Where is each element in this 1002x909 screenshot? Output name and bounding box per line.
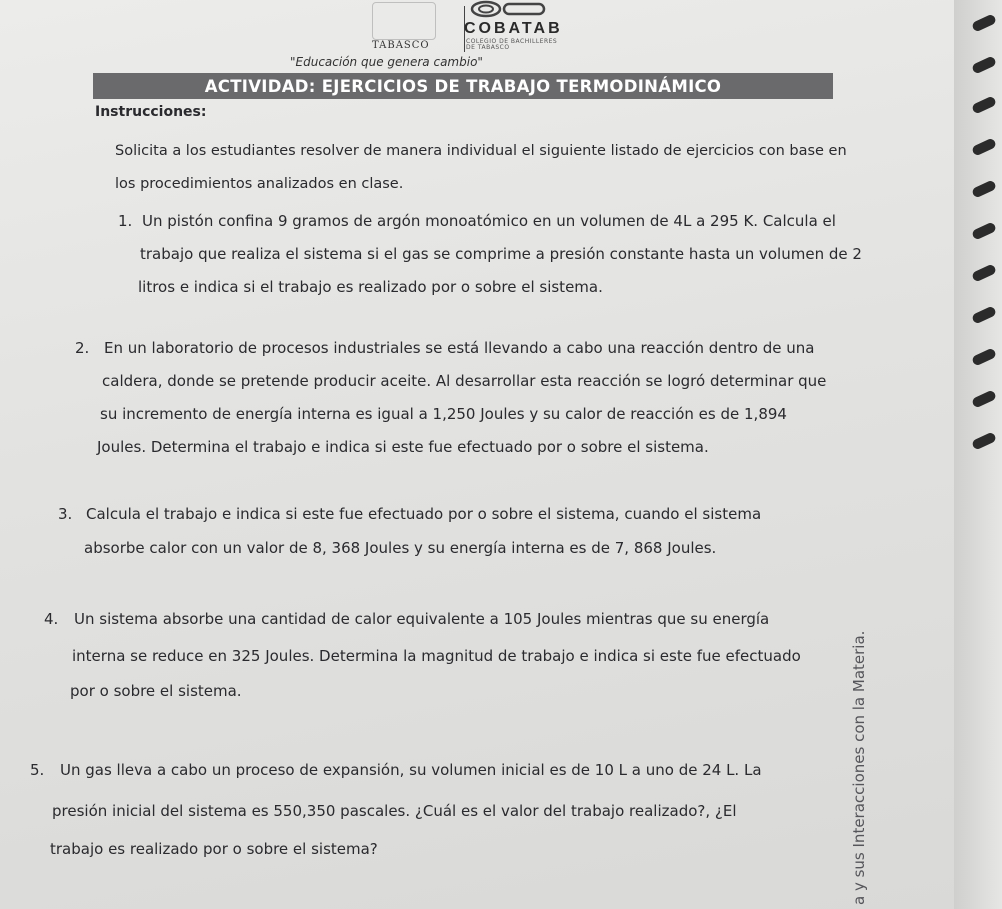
motto: "Educación que genera cambio": [290, 55, 483, 69]
spiral-coil: [971, 263, 997, 282]
exercise-line: litros e indica si el trabajo es realizado por o sobre el sistema.: [138, 278, 603, 296]
exercise-line: Un pistón confina 9 gramos de argón monoatómico en un volumen de 4L a 295 K. Calcula el: [142, 212, 836, 230]
institution-name: [466, 39, 557, 51]
exercise-line: por o sobre el sistema.: [70, 682, 242, 700]
exercise-line: trabajo que realiza el sistema si el gas se comprime a presión constante hasta un volumen de 2: [140, 245, 862, 263]
exercise-line: su incremento de energía interna es igual a 1,250 Joules y su calor de reacción es de 1,894: [100, 405, 787, 423]
exercise-number: 1.: [118, 212, 133, 230]
spiral-coil: [971, 137, 997, 156]
spiral-coil: [971, 13, 997, 32]
intro-line: los procedimientos analizados en clase.: [115, 176, 404, 192]
exercise-line: Joules. Determina el trabajo e indica si este fue efectuado por o sobre el sistema.: [97, 438, 709, 456]
exercise-line: Un sistema absorbe una cantidad de calor equivalente a 105 Joules mientras que su energía: [74, 610, 770, 628]
exercise-line: En un laboratorio de procesos industriales se está llevando a cabo una reacción dentro de una: [104, 339, 815, 357]
side-note: a y sus Interacciones con la Materia.: [850, 630, 868, 905]
exercise-number: 2.: [75, 339, 90, 357]
intro-line: Solicita a los estudiantes resolver de manera individual el siguiente listado de ejercicios con base en: [115, 143, 847, 159]
exercise-line: caldera, donde se pretende producir aceite. Al desarrollar esta reacción se logró determinar que: [102, 372, 827, 390]
institution-line: COLEGIO DE BACHILLERES: [466, 38, 558, 45]
spiral-coil: [971, 347, 997, 366]
spiral-coil: [971, 389, 997, 408]
spiral-binding: [954, 0, 1002, 909]
spiral-coil: [971, 55, 997, 74]
exercise-line: Calcula el trabajo e indica si este fue efectuado por o sobre el sistema, cuando el sistema: [86, 505, 762, 523]
exercise-number: 4.: [44, 610, 59, 628]
exercise-line: interna se reduce en 325 Joules. Determina la magnitud de trabajo e indica si este fue efectuado: [72, 647, 801, 665]
spiral-coil: [971, 431, 997, 450]
exercise-line: trabajo es realizado por o sobre el sistema?: [50, 840, 378, 858]
exercise-line: absorbe calor con un valor de 8, 368 Joules y su energía interna es de 7, 868 Joules.: [84, 539, 717, 557]
spiral-coil: [971, 305, 997, 324]
brand-name: COBATAB: [464, 20, 563, 37]
exercise-number: 5.: [30, 761, 45, 779]
spiral-coil: [971, 95, 997, 114]
activity-title-text: ACTIVIDAD: EJERCICIOS DE TRABAJO TERMODINÁMICO: [204, 76, 722, 96]
exercise-number: 3.: [58, 505, 73, 523]
spiral-coil: [971, 221, 997, 240]
state-name: TABASCO: [372, 40, 430, 51]
exercise-line: Un gas lleva a cabo un proceso de expansión, su volumen inicial es de 10 L a uno de 24 L. La: [60, 761, 762, 779]
cobatab-logo-icon: [464, 0, 554, 22]
exercise-line: presión inicial del sistema es 550,350 pascales. ¿Cuál es el valor del trabajo realizado?, ¿El: [52, 802, 737, 820]
instructions-label: Instrucciones:: [95, 104, 207, 120]
spiral-coil: [971, 179, 997, 198]
activity-title: [93, 73, 833, 99]
state-seal-logo: [372, 2, 436, 40]
institution-sub-line: DE TABASCO: [466, 44, 510, 51]
